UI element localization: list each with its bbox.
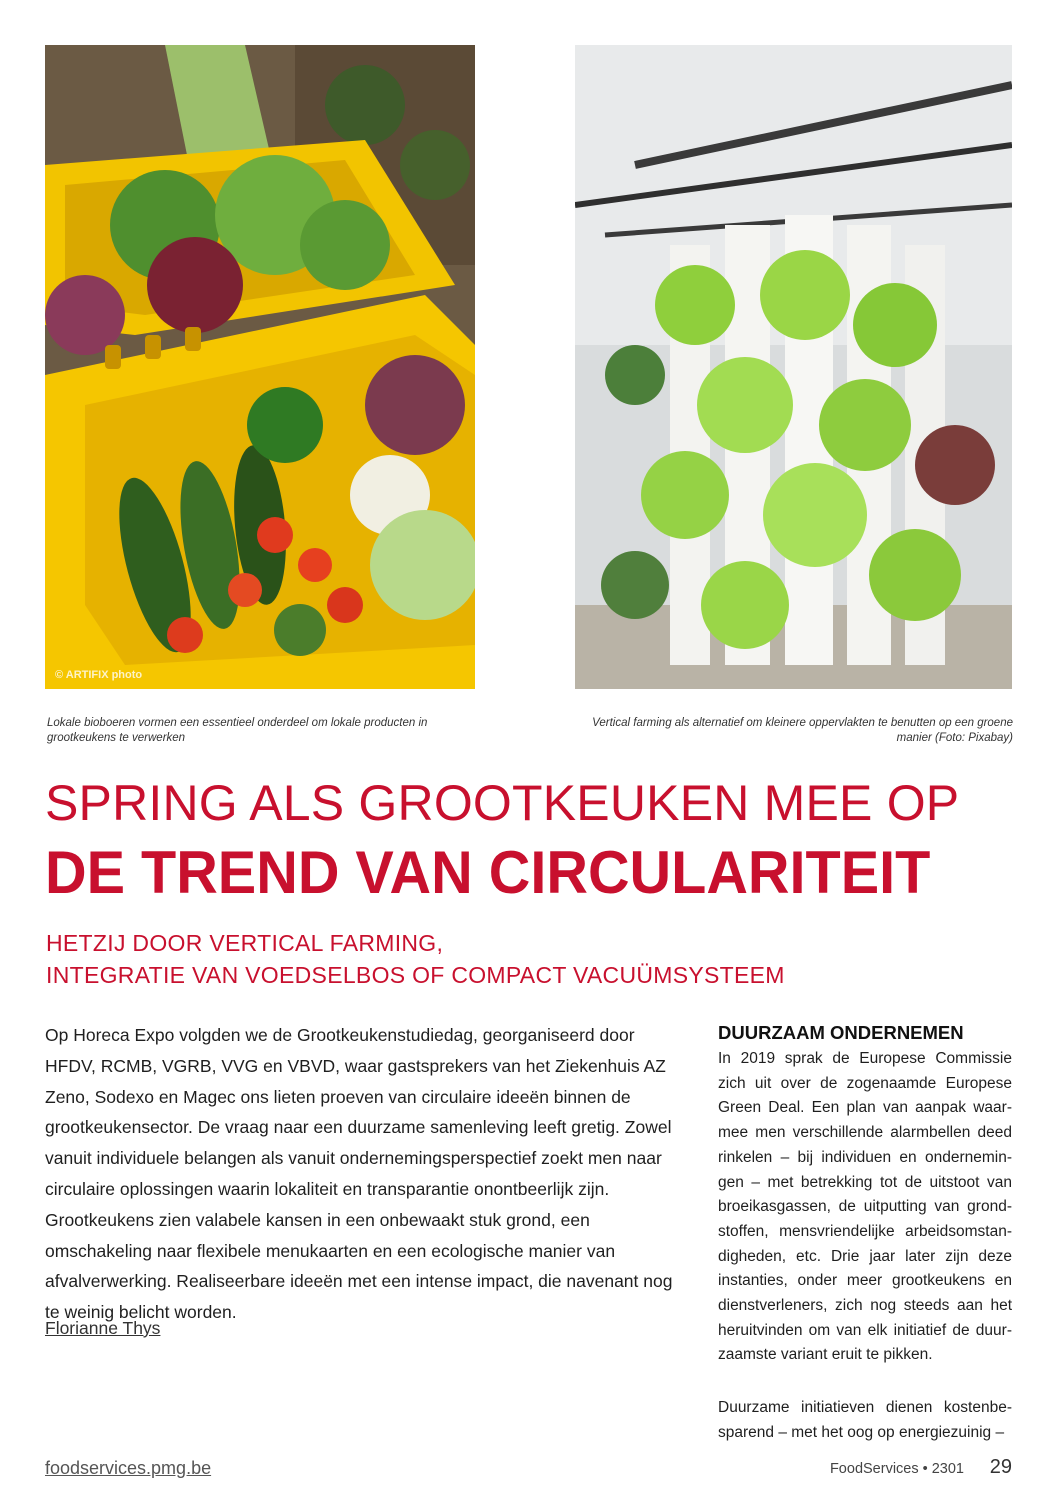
article-title-line-2: DE TREND VAN CIRCULARITEIT <box>45 839 931 906</box>
photo-credit: © ARTIFIX photo <box>55 669 143 681</box>
body-paragraph: Duurzame initiatieven dienen kostenbesparend – met het oog op energiezuinig – <box>718 1399 1012 1441</box>
right-photo-caption: Vertical farming als alternatief om kleinere oppervlakten te benutten op een groene manier (Foto: Pixabay) <box>592 716 1013 744</box>
footer-page-number: 29 <box>989 1456 1012 1478</box>
article-intro: Op Horeca Expo volgden we de Grootkeukenstudiedag, georganiseerd door HFDV, RCMB, VGRB, VVG en VBVD, waar gastsprekers van het Ziekenhuis AZ Zeno, Sodexo en Magec ons lieten proeven van circulaire ideeën binnen de grootkeukensector. De vraag naar een duurzame samenleving leeft gretig. Zowel vanuit individuele belangen als vanuit ondernemingsperspectief zoekt men naar circulaire oplossingen waarin lokaliteit en transparantie onontbeerlijk zijn. Grootkeukens zien valabele kansen in een onbewaakt stuk grond, een omschakeling naar flexibele menukaarten en een ecologische manier van afvalverwerking. Realiseerbare ideeën met een intense impact, die navenant nog te weinig belicht worden. <box>45 1025 673 1323</box>
article-author: Florianne Thys <box>45 1318 161 1338</box>
left-photo-caption: Lokale bioboeren vormen een essentieel onderdeel om lokale producten in grootkeukens te verwerken <box>47 716 428 744</box>
vertical-farming-illustration <box>575 45 1012 689</box>
article-subtitle-line-2: INTEGRATIE VAN VOEDSELBOS OF COMPACT VACUÜMSYSTEEM <box>46 962 785 988</box>
body-paragraph: In 2019 sprak de Europese Commissie zich uit over de zogenaamde Europese Green Deal. Een plan van aanpak waarmee men verschillende alarmbellen deed rinkelen – bij individuen en ondernemingen – met betrekking tot de uitstoot van broeikasgassen, de uitputting van grondstoffen, mensvriendelijke arbeidsomstandigheden, etc. Drie jaar later zijn deze instanties, onder meer grootkeukens en dienstverleners, zich nog steeds aan het heruitvinden om van elk initiatief de duurzaamste variant eruit te pikken. <box>718 1050 1012 1364</box>
article-subtitle-line-1: HETZIJ DOOR VERTICAL FARMING, <box>46 930 444 956</box>
article-title-line-1: SPRING ALS GROOTKEUKEN MEE OP <box>45 775 960 831</box>
vegetable-crate-photo <box>45 45 475 689</box>
footer-website-link[interactable]: foodservices.pmg.be <box>45 1458 212 1478</box>
vertical-farming-photo <box>575 45 1012 689</box>
vegetable-crate-illustration <box>45 45 475 689</box>
section-heading: DUURZAAM ONDERNEMEN <box>718 1022 964 1043</box>
footer-magazine-issue: FoodServices • 2301 <box>829 1461 964 1477</box>
